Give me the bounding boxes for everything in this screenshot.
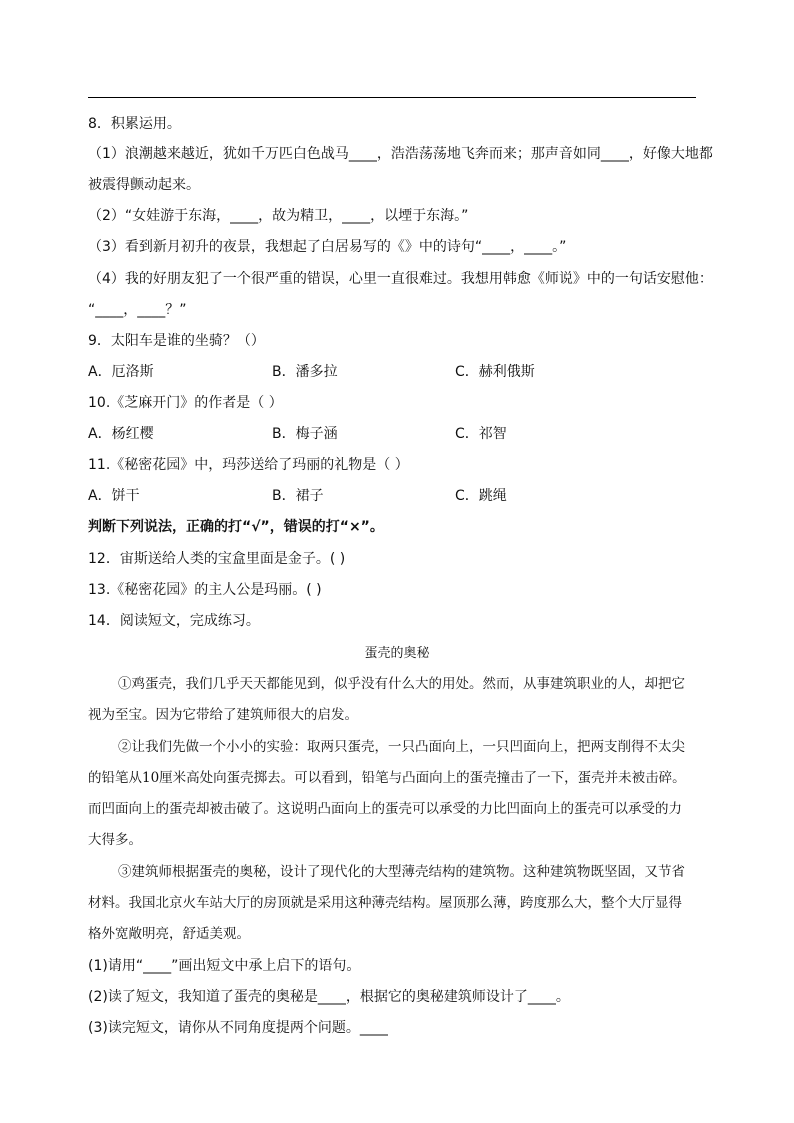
q8-item-1: （1）浪潮越来越近，犹如千万匹白色战马____，浩浩荡荡地飞奔而来；那声音如同____，好像大地都	[88, 146, 713, 162]
q14-instruction: 14．阅读短文，完成练习。	[88, 613, 260, 629]
passage-p3-line3: 格外宽敞明亮，舒适美观。	[88, 926, 250, 942]
q8-item-1-cont: 被震得颤动起来。	[88, 177, 200, 193]
q11-option-b[interactable]: B．裙子	[272, 488, 324, 504]
passage-title: 蛋壳的奥秘	[364, 646, 430, 661]
q13-statement: 13.《秘密花园》的主人公是玛丽。( )	[88, 582, 322, 598]
q14-sub-1: (1)请用“____”画出短文中承上启下的语句。	[88, 958, 361, 974]
passage-p1-line1: ①鸡蛋壳，我们几乎天天都能见到，似乎没有什么大的用处。然而，从事建筑职业的人，却把它	[118, 676, 685, 692]
passage-p3-line1: ③建筑师根据蛋壳的奥秘，设计了现代化的大型薄壳结构的建筑物。这种建筑物既坚固，又节省	[118, 864, 685, 880]
q14-sub-3: (3)读完短文，请你从不同角度提两个问题。____	[88, 1020, 388, 1036]
passage-p2-line2: 的铅笔从10厘米高处向蛋壳掷去。可以看到，铅笔与凸面向上的蛋壳撞击了一下，蛋壳并未被击碎。	[88, 770, 686, 786]
q10-option-c[interactable]: C．祁智	[455, 426, 507, 442]
q9-question: 9．太阳车是谁的坐骑？（）	[88, 333, 265, 349]
q9-option-b[interactable]: B．潘多拉	[272, 364, 338, 380]
judge-heading: 判断下列说法，正确的打“√”，错误的打“×”。	[88, 519, 384, 535]
q8-title: 8．积累运用。	[88, 116, 181, 132]
q8-item-4-cont: “____，____？”	[88, 302, 187, 318]
q9-option-a[interactable]: A．厄洛斯	[88, 364, 154, 380]
header-rule	[88, 97, 696, 98]
passage-p2-line4: 大得多。	[88, 832, 142, 848]
q8-item-3: （3）看到新月初升的夜景，我想起了白居易写的《》中的诗句“____，____。”	[88, 239, 567, 255]
q14-sub-2: (2)读了短文，我知道了蛋壳的奥秘是____，根据它的奥秘建筑师设计了____。	[88, 989, 570, 1005]
q10-option-b[interactable]: B．梅子涵	[272, 426, 338, 442]
q8-item-2: （2）“女娃游于东海，____，故为精卫，____，以堙于东海。”	[88, 208, 469, 224]
q10-question: 10.《芝麻开门》的作者是（ ）	[88, 395, 283, 411]
q8-item-4: （4）我的好朋友犯了一个很严重的错误，心里一直很难过。我想用韩愈《师说》中的一句话安慰他：	[88, 271, 713, 287]
passage-p2-line1: ②让我们先做一个小小的实验：取两只蛋壳，一只凸面向上，一只凹面向上，把两支削得不太尖	[118, 739, 685, 755]
q11-option-a[interactable]: A．饼干	[88, 488, 140, 504]
passage-p2-line3: 而凹面向上的蛋壳却被击破了。这说明凸面向上的蛋壳可以承受的力比凹面向上的蛋壳可以承受的力	[88, 801, 682, 817]
q9-option-c[interactable]: C．赫利俄斯	[455, 364, 535, 380]
q10-option-a[interactable]: A．杨红樱	[88, 426, 154, 442]
passage-p3-line2: 材料。我国北京火车站大厅的房顶就是采用这种薄壳结构。屋顶那么薄，跨度那么大，整个大厅显得	[88, 895, 682, 911]
q11-option-c[interactable]: C．跳绳	[455, 488, 507, 504]
q11-question: 11.《秘密花园》中，玛莎送给了玛丽的礼物是（ ）	[88, 457, 409, 473]
passage-p1-line2: 视为至宝。因为它带给了建筑师很大的启发。	[88, 707, 358, 723]
q12-statement: 12．宙斯送给人类的宝盒里面是金子。( )	[88, 551, 346, 567]
